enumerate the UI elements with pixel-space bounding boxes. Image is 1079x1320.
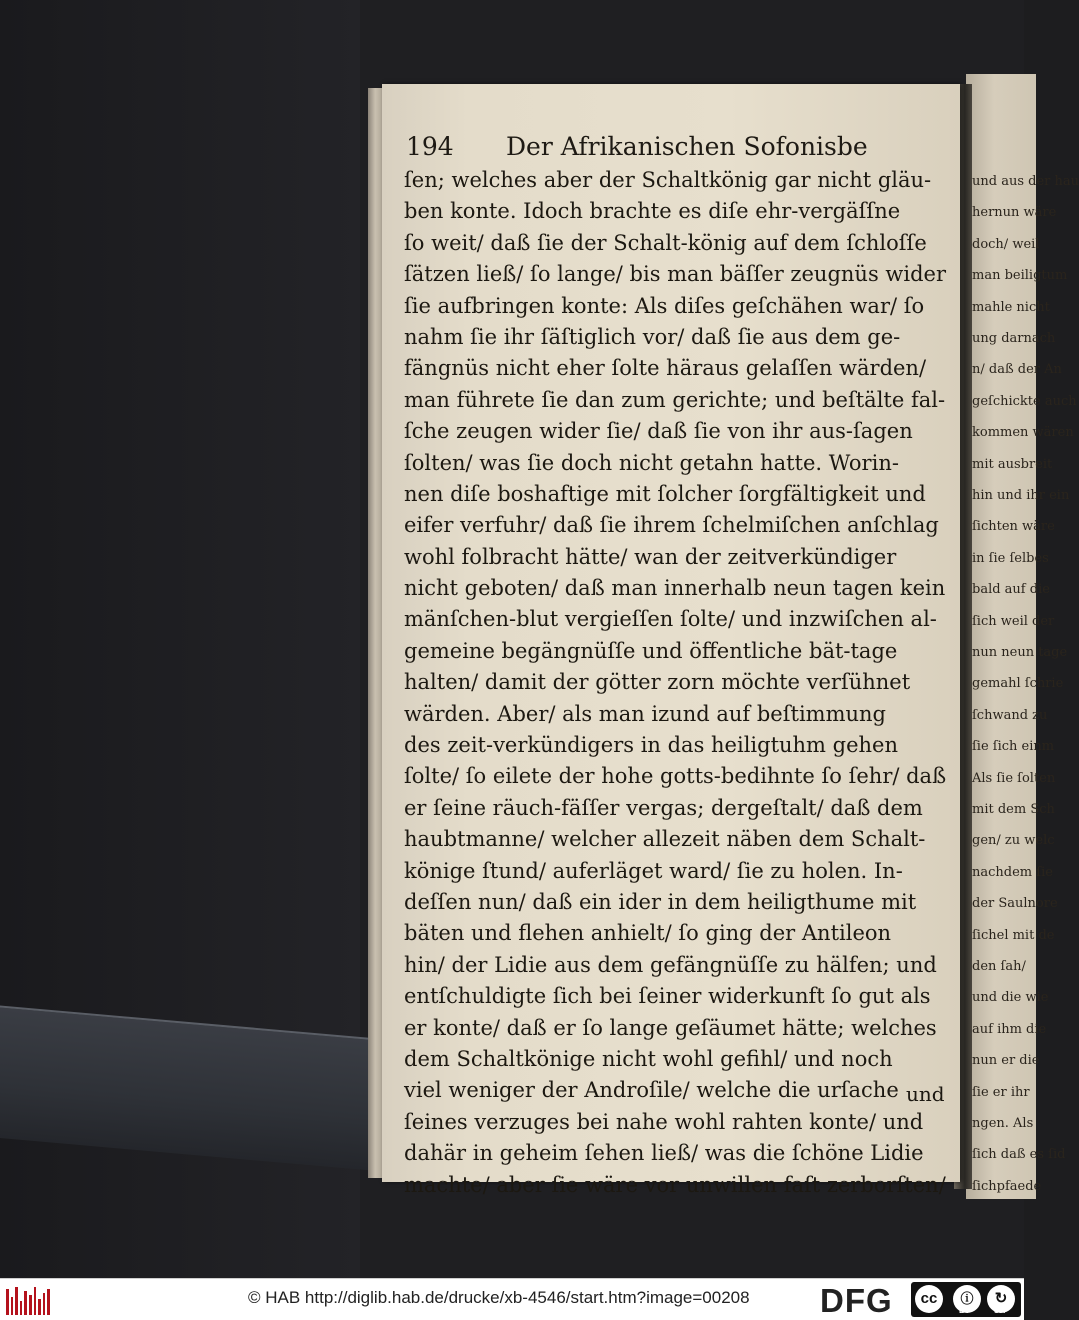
footer-bar: [0, 1278, 1024, 1320]
next-page-fragment: nun er die: [972, 1053, 1040, 1069]
next-page-fragment: ſchwand zu: [972, 707, 1048, 723]
next-page-fragment: ſichten wäre: [972, 519, 1055, 535]
next-page-fragment: ſich weil der: [972, 613, 1055, 629]
text-line: ſeines verzuges bei nahe wohl rahten konte/ und: [404, 1109, 924, 1134]
text-line: entſchuldigte ſich bei ſeiner widerkunft ſo gut als: [404, 984, 931, 1009]
text-line: ſolten/ was ſie doch nicht getahn hatte. Worin-: [404, 450, 899, 475]
next-page-fragment: ſichpfaede: [972, 1178, 1042, 1194]
text-line: ſolte/ ſo eilete der hohe gotts-bedihnte ſo ſehr/ daß: [404, 764, 947, 789]
text-line: ſie aufbringen konte: Als diſes geſchähen war/ ſo: [404, 293, 925, 318]
text-line: des zeit-verkündigers in das heiligtuhm gehen: [404, 733, 898, 758]
next-page-fragment: in ſie ſelbes: [972, 550, 1049, 566]
text-line: dem Schaltkönige nicht wohl gefihl/ und noch: [404, 1046, 893, 1071]
next-page-fragment: ngen. Als: [972, 1116, 1034, 1131]
text-line: ſen; welches aber der Schaltkönig gar nicht gläu-: [404, 168, 932, 192]
next-page-fragment: doch/ weil: [972, 236, 1040, 252]
running-title: Der Afrikanischen Sofonisbe: [506, 132, 868, 161]
next-page-fragment: mahle nicht: [972, 299, 1050, 315]
by-label: BY: [959, 1306, 971, 1315]
next-page-fragment: n/ daß der An: [972, 362, 1062, 378]
text-line: nahm ſie ihr ſäſtiglich vor/ daß ſie aus dem ge-: [404, 324, 901, 349]
dfg-logo: DFG: [820, 1282, 893, 1319]
next-page-fragment: mit ausbreit: [972, 456, 1053, 472]
next-page-fragment: kommen wären: [972, 425, 1074, 441]
text-line: wohl folbracht hätte/ wan der zeitverkündiger: [404, 544, 897, 569]
text-line: ſätzen ließ/ ſo lange/ bis man bäſſer zeugnüs wider: [404, 262, 946, 287]
next-page-fragment: auf ihm die: [972, 1021, 1047, 1037]
text-line: gemeine begängnüſſe und öffentliche bät-tage: [404, 638, 898, 663]
next-page-fragment: gemahl ſchrie: [972, 676, 1064, 692]
next-page-fragment: Als ſie ſolten: [972, 770, 1056, 786]
next-page-fragment: den ſah/: [972, 959, 1026, 974]
next-page-fragment: bald auf die: [972, 582, 1050, 598]
text-line: eifer verfuhr/ daß ſie ihrem ſchelmiſchen anſchlag: [404, 513, 939, 538]
text-line: wärden. Aber/ als man izund auf beſtimmung: [404, 701, 886, 726]
next-page-fragment: geſchickte auch: [972, 393, 1077, 409]
next-page-fragment: mit dem Sch: [972, 802, 1055, 817]
text-line: er ſeine räuch-fäſſer vergas; dergeſtalt/ daß dem: [404, 795, 923, 820]
next-page-fragment: der Saulnore: [972, 896, 1058, 912]
share-alike-icon: ↻: [987, 1285, 1015, 1313]
page-body-text: [404, 165, 948, 1201]
next-page-fragment: und die wie: [972, 990, 1049, 1006]
text-line: könige ſtund/ auferläget ward/ ſie zu holen. In-: [404, 858, 903, 883]
text-line: ſche zeugen wider ſie/ daß ſie von ihr aus-ſagen: [404, 419, 913, 444]
next-page-fragment: hernun wäre: [972, 205, 1057, 221]
text-line: halten/ damit der götter zorn möchte verſühnet: [404, 670, 911, 695]
text-line: nen diſe boshaftige mit ſolcher ſorgfältigkeit und: [404, 481, 926, 506]
text-line: mänſchen-blut vergieſſen ſolte/ und inzwiſchen al-: [404, 607, 937, 632]
next-page-fragment: ſich daß es ſid: [972, 1147, 1066, 1163]
text-line: haubtmanne/ welcher allezeit näben dem Schalt-: [404, 827, 926, 852]
sa-label: SA: [994, 1306, 1006, 1315]
next-page-fragment: man beiligtum: [972, 268, 1068, 284]
text-line: er konte/ daß er ſo lange geſäumet hätte; welches: [404, 1015, 937, 1040]
page-number: 194: [406, 132, 454, 161]
next-page-fragment: ſichel mit de: [972, 927, 1055, 943]
next-page-fragment: ſie er ihr: [972, 1084, 1030, 1100]
next-page-fragment: gen/ zu welc: [972, 833, 1055, 849]
source-credit-link[interactable]: © HAB http://diglib.hab.de/drucke/xb-4546/start.htm?image=00208: [248, 1288, 750, 1307]
text-line: deſſen nun/ daß ein ider in dem heiligthume mit: [404, 889, 917, 914]
text-line: bäten und flehen anhielt/ ſo ging der Antileon: [404, 921, 892, 946]
text-line: dahär in geheim ſehen ließ/ was die ſchöne Lidie: [404, 1141, 924, 1166]
text-line: fängnüs nicht eher ſolte häraus gelaſſen wärden/: [404, 356, 927, 381]
text-line: man führete ſie dan zum gerichte; und beſtälte fal-: [404, 387, 946, 412]
cc-icon: cc: [915, 1285, 943, 1313]
license-badge[interactable]: [911, 1282, 1021, 1317]
hab-logo-icon: [6, 1285, 50, 1315]
next-page-fragment: nun neun tage: [972, 645, 1068, 660]
text-line: ben konte. Idoch brachte es diſe ehr-vergäſſne: [404, 199, 901, 224]
next-page-fragment: und aus der hau: [972, 174, 1079, 189]
next-page-fragment: ung darnach: [972, 331, 1056, 346]
text-line: ſo weit/ daß ſie der Schalt-könig auf dem ſchloſſe: [404, 230, 927, 255]
next-page-fragment: ſie ſich einm: [972, 739, 1055, 755]
next-page-fragment: nachdem ſie: [972, 864, 1053, 880]
text-line: hin/ der Lidie aus dem gefängnüſſe zu hälfen; und: [404, 952, 937, 977]
next-page-fragment: hin und ihr ein: [972, 488, 1070, 503]
attribution-icon: ⓘ: [953, 1285, 981, 1313]
text-line: machte/ aber ſie wäre vor unwillen faſt zerborſten/: [404, 1172, 946, 1197]
next-page-edge: [966, 74, 1079, 1199]
text-line: nicht geboten/ daß man innerhalb neun tagen kein: [404, 576, 946, 601]
text-line: viel weniger der Androſile/ welche die urſache: [404, 1078, 899, 1103]
catchword: und: [906, 1082, 945, 1106]
